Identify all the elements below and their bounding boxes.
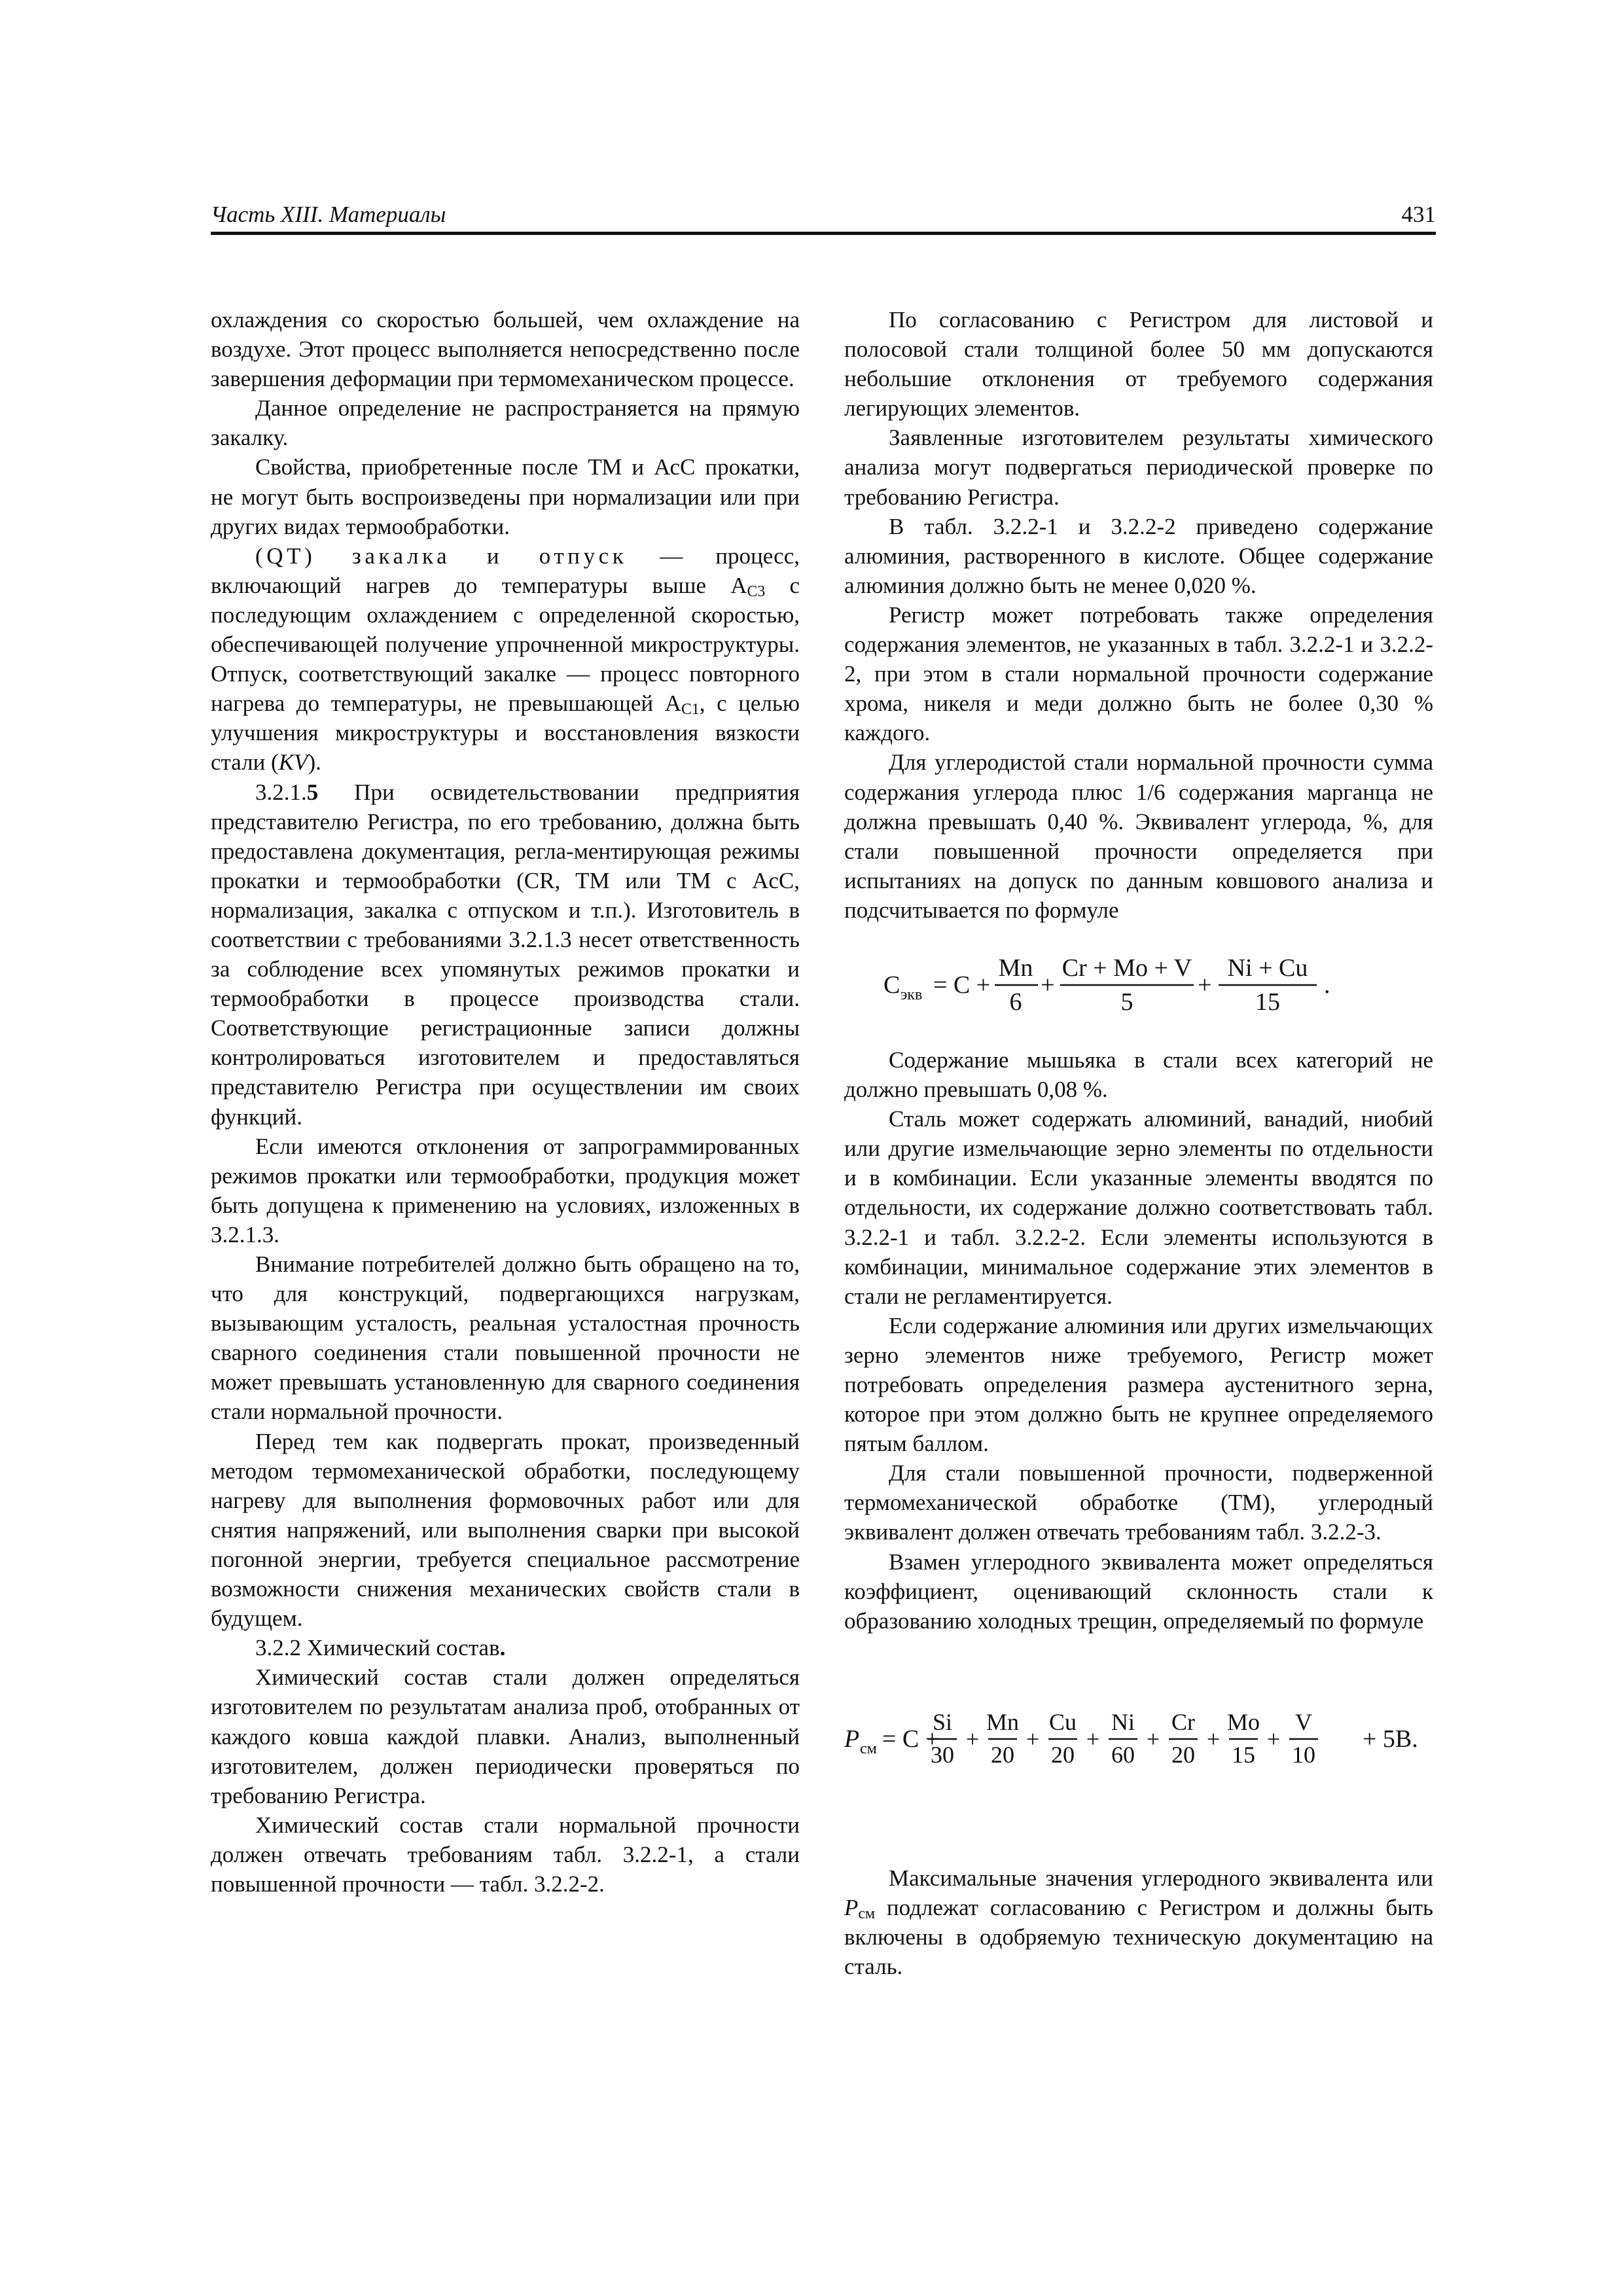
pcm-lhs: P [844, 1725, 860, 1753]
paragraph: Свойства, приобретенные после ТМ и АсС прокатки, не могут быть воспроизведены при нормализации или при других видах термообработки. [211, 454, 800, 539]
pcm-denominator: 60 [1111, 1741, 1135, 1768]
qt-definition-paragraph: (QT) закалка и отпуск — процесс, включающий нагрев до температуры выше $A_{C3}$ с последующим охлаждением с определенной скоростью, обеспечивающей получение упрочненной микроструктуры. Отпуск, соответствующий закалке — процесс повторного нагрева до температуры, не превышающей $A_{C1}$, с целью улучшения микроструктуры и восстановления вязкости стали (KV). [211, 543, 800, 776]
pcm-formula [844, 1675, 1433, 1803]
ceq-den3: 15 [1255, 988, 1280, 1016]
paragraph: В табл. 3.2.2-1 и 3.2.2-2 приведено содержание алюминия, растворенного в кислоте. Общее содержание алюминия должно быть не менее 0,020 %. [844, 513, 1433, 598]
pcm-symbol: P [844, 1894, 859, 1920]
left-column [211, 305, 800, 1899]
paragraph: Данное определение не распространяется на прямую закалку. [211, 395, 800, 451]
pcm-numerator: Mn [986, 1708, 1020, 1735]
right-column [844, 305, 1433, 1981]
ceq-plus1: + [1041, 971, 1055, 999]
carbon-equivalent-formula [844, 934, 1433, 1030]
ceq-num3: Ni + Cu [1227, 954, 1308, 982]
pcm-denominator: 20 [1051, 1741, 1075, 1768]
paragraph: Если имеются отклонения от запрограммированных режимов прокатки или термообработки, продукция может быть допущена к применению на условиях, изложенных в 3.2.1.3. [211, 1133, 800, 1247]
ceq-num2: Cr + Mo + V [1061, 954, 1192, 982]
pcm-plus: + [1026, 1725, 1040, 1752]
pcm-denominator: 30 [931, 1741, 954, 1768]
paragraph: Если содержание алюминия или других измельчающих зерно элементов ниже требуемого, Регистр может потребовать определения размера аустенитного зерна, которое при этом должно быть не крупнее определяемого пятым баллом. [844, 1312, 1433, 1457]
pcm-denominator: 20 [991, 1741, 1014, 1768]
paragraph: Содержание мышьяка в стали всех категорий не должно превышать 0,08 %. [844, 1047, 1433, 1103]
clause-3-2-1-5: 3.2.1.5 При освидетельствовании предприятия представителю Регистра, по его требованию, должна быть предоставлена документация, регла-ментирующая режимы прокатки и термообработки (CR, TM или TM с AcC, нормализация, закалка с отпуском и т.п.). Изготовитель в соответствии с требованиями 3.2.1.3 несет ответственность за соблюдение всех упомянутых режимов прокатки и термообработки в процессе производства стали. Соответствующие регистрационные записи должны контролироваться изготовителем и предоставляться представителю Регистра при осуществлении им своих функций. [211, 779, 800, 1130]
pcm-plus: + [1146, 1725, 1160, 1752]
paragraph: Химический состав стали нормальной прочности должен отвечать требованиям табл. 3.2.2-1, а стали повышенной прочности — табл. 3.2.2-2. [211, 1812, 800, 1897]
ceq-num1: Mn [998, 954, 1033, 982]
paragraph: охлаждения со скоростью большей, чем охлаждение на воздухе. Этот процесс выполняется непосредственно после завершения деформации при термомеханическом процессе. [211, 307, 800, 392]
paragraph: Заявленные изготовителем результаты химического анализа могут подвергаться периодической проверке по требованию Регистра. [844, 425, 1433, 510]
pcm-numerator: Cr [1171, 1708, 1195, 1735]
paragraph: Сталь может содержать алюминий, ванадий, ниобий или другие измельчающие зерно элементы по отдельности и в комбинации. Если указанные элементы вводятся по отдельности, их содержание должно соответствовать табл. 3.2.2-1 и табл. 3.2.2-2. Если элементы используются в комбинации, минимальное содержание этих элементов в стали не регламентируется. [844, 1106, 1433, 1309]
page-number: 431 [1401, 202, 1436, 227]
ceq-lhs-sub: экв [901, 986, 923, 1003]
pcm-plus: + [1206, 1725, 1221, 1752]
pcm-numerator: Si [932, 1708, 953, 1735]
pcm-plus: + [965, 1725, 980, 1752]
ceq-den2: 5 [1120, 988, 1133, 1016]
ceq-eq: = C + [933, 971, 991, 999]
pcm-formula-svg [844, 1675, 1433, 1803]
kv-symbol: KV [278, 749, 308, 776]
pcm-numerator: V [1295, 1708, 1312, 1735]
pcm-denominator: 15 [1232, 1741, 1255, 1768]
pcm-lhs-sub: см [860, 1740, 877, 1757]
pcm-numerator: Ni [1111, 1708, 1135, 1735]
subsection-heading: 3.2.2 Химический состав. [255, 1635, 506, 1661]
paragraph: Для стали повышенной прочности, подверженной термомеханической обработке (ТМ), углеродный эквивалент должен отвечать требованиям табл. 3.2.2-3. [844, 1460, 1433, 1545]
pcm-eq: = C + [882, 1725, 940, 1753]
header-rule [211, 232, 1436, 235]
pcm-plus: + [1086, 1725, 1100, 1752]
paragraph: По согласованию с Регистром для листовой и полосовой стали толщиной более 50 мм допускаются небольшие отклонения от требуемого содержания легирующих элементов. [844, 307, 1433, 422]
ceq-formula-svg [844, 934, 1433, 1030]
paragraph: Взамен углеродного эквивалента может определяться коэффициент, оценивающий склонность стали к образованию холодных трещин, определяемый по формуле [844, 1549, 1433, 1634]
ceq-lhs: C [883, 971, 901, 999]
pcm-numerator: Mo [1226, 1708, 1260, 1735]
ceq-end: . [1324, 971, 1330, 999]
pcm-end: + 5B. [1363, 1725, 1418, 1753]
pcm-denominator: 20 [1171, 1741, 1195, 1768]
pcm-numerator: Cu [1048, 1708, 1077, 1735]
pcm-terms [928, 1709, 1318, 1768]
section-title: Часть XIII. Материалы [211, 202, 446, 227]
ceq-den1: 6 [1009, 988, 1022, 1016]
paragraph: Перед тем как подвергать прокат, произведенный методом термомеханической обработки, последующему нагреву для выполнения формовочных работ или для снятия напряжений, или выполнения сварки при высокой погонной энергии, требуется специальное рассмотрение возможности снижения механических свойств стали в будущем. [211, 1428, 800, 1632]
ceq-plus2: + [1198, 971, 1212, 999]
clause-number: 3.2.1. [255, 779, 307, 805]
paragraph-pcm-note: Максимальные значения углеродного эквивалента или $P_{см}$ подлежат согласованию с Регистром и должны быть включены в одобряемую техническую документацию на сталь. [844, 1865, 1433, 1980]
pcm-plus: + [1266, 1725, 1281, 1752]
paragraph: Для углеродистой стали нормальной прочности сумма содержания углерода плюс 1/6 содержания марганца не должна превышать 0,40 %. Эквивалент углерода, %, для стали повышенной прочности определяется при испытаниях на допуск по данным ковшового анализа и подсчитывается по формуле [844, 749, 1433, 923]
running-header [211, 200, 1436, 234]
paragraph: Химический состав стали должен определяться изготовителем по результатам анализа проб, отобранных от каждого ковша каждой плавки. Анализ, выполненный изготовителем, должен периодически проверяться по требованию Регистра. [211, 1664, 800, 1808]
pcm-denominator: 10 [1292, 1741, 1315, 1768]
paragraph: Регистр может потребовать также определения содержания элементов, не указанных в табл. 3.2.2-1 и 3.2.2-2, при этом в стали нормальной прочности содержание хрома, никеля и меди должно быть не более 0,30 % каждого. [844, 601, 1433, 746]
paragraph: Внимание потребителей должно быть обращено на то, что для конструкций, подвергающихся нагрузкам, вызывающим усталость, реальная усталостная прочность сварного соединения стали повышенной прочности не может превышать установленную для сварного соединения стали нормальной прочности. [211, 1251, 800, 1425]
defined-term: (QT) закалка и отпуск [255, 543, 628, 569]
